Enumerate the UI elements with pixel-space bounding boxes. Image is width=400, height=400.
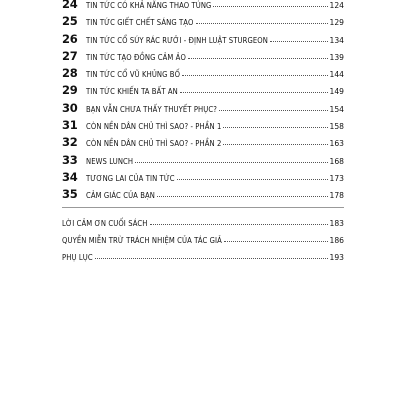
toc-entry [62, 169, 344, 186]
chapter-number: 29 [62, 83, 78, 98]
toc-entry [62, 232, 344, 249]
chapter-title: NEWS LUNCH [86, 156, 134, 166]
chapter-number: 34 [62, 169, 78, 184]
toc-entry [62, 186, 344, 203]
dot-leader [188, 58, 328, 59]
dot-leader [224, 241, 328, 242]
dot-leader [95, 258, 328, 259]
dot-leader [182, 75, 327, 76]
section-divider [62, 207, 344, 208]
chapter-title: TIN TỨC CỔ VŨ KHỦNG BỐ [86, 70, 181, 80]
dot-leader [150, 224, 328, 225]
dot-leader [157, 196, 328, 197]
page-number: 158 [329, 122, 344, 132]
chapter-title: TIN TỨC CỔ SÚY RÁC RƯỞI - ĐỊNH LUẬT STURGEON [86, 35, 268, 45]
chapter-title: TIN TỨC TẠO ĐỒNG CẢM ẢO [86, 52, 186, 62]
toc-entry [62, 215, 344, 232]
chapter-title: TIN TỨC KHIẾN TA BẤT AN [86, 87, 178, 97]
chapter-number: 25 [62, 14, 78, 29]
back-matter-title: LỜI CẢM ƠN CUỐI SÁCH [62, 219, 148, 228]
page-number: 139 [329, 52, 344, 62]
page-number: 134 [329, 35, 344, 45]
toc-entry [62, 48, 344, 65]
toc-entry [62, 82, 344, 99]
toc-entry [62, 100, 344, 117]
page-number: 186 [329, 236, 344, 246]
page-number: 144 [329, 70, 344, 80]
chapter-number: 27 [62, 48, 78, 63]
page-number: 149 [329, 87, 344, 97]
toc-entry [62, 31, 344, 48]
chapter-title: TƯƠNG LAI CỦA TIN TỨC [86, 173, 175, 183]
table-of-contents [62, 0, 344, 204]
toc-entry [62, 0, 344, 13]
dot-leader [177, 179, 328, 180]
chapter-title: TIN TỨC CÓ KHẢ NĂNG THAO TÚNG [86, 1, 212, 10]
chapter-number: 31 [62, 118, 78, 133]
toc-entry [62, 134, 344, 151]
dot-leader [196, 23, 328, 24]
chapter-title: TIN TỨC GIẾT CHẾT SÁNG TẠO [86, 18, 194, 28]
toc-entry [62, 13, 344, 30]
toc-entry [62, 249, 344, 266]
chapter-number: 28 [62, 66, 78, 81]
page-number: 168 [329, 156, 344, 166]
page-number: 183 [329, 219, 344, 228]
chapter-number: 26 [62, 31, 78, 46]
page-number: 129 [329, 18, 344, 28]
chapter-title: CẢM GIÁC CỦA BẠN [86, 191, 155, 201]
chapter-number: 32 [62, 135, 78, 150]
dot-leader [223, 144, 327, 145]
dot-leader [223, 127, 327, 128]
chapter-number: 30 [62, 100, 78, 115]
page-number: 178 [329, 191, 344, 201]
page-number: 124 [329, 1, 344, 10]
page-number: 154 [329, 104, 344, 114]
dot-leader [135, 162, 327, 163]
chapter-number: 24 [62, 0, 78, 11]
page-number: 193 [329, 253, 344, 263]
chapter-title: CÒN NỀN DÂN CHỦ THÌ SAO? - PHẦN 2 [86, 139, 222, 149]
toc-entry [62, 152, 344, 169]
dot-leader [180, 92, 328, 93]
back-matter-list [62, 215, 344, 267]
toc-entry [62, 65, 344, 82]
page-number: 173 [329, 173, 344, 183]
chapter-number: 33 [62, 152, 78, 167]
dot-leader [219, 110, 328, 111]
dot-leader [270, 41, 328, 42]
back-matter-title: PHỤ LỤC [62, 253, 93, 263]
chapter-title: BẠN VẪN CHƯA THẤY THUYẾT PHỤC? [86, 104, 217, 114]
toc-entry [62, 117, 344, 134]
dot-leader [213, 6, 327, 7]
page-number: 163 [329, 139, 344, 149]
chapter-title: CÒN NỀN DÂN CHỦ THÌ SAO? - PHẦN 1 [86, 122, 222, 132]
chapter-number: 35 [62, 187, 78, 202]
back-matter-title: QUYỀN MIỄN TRỪ TRÁCH NHIỆM CỦA TÁC GIẢ [62, 236, 222, 246]
